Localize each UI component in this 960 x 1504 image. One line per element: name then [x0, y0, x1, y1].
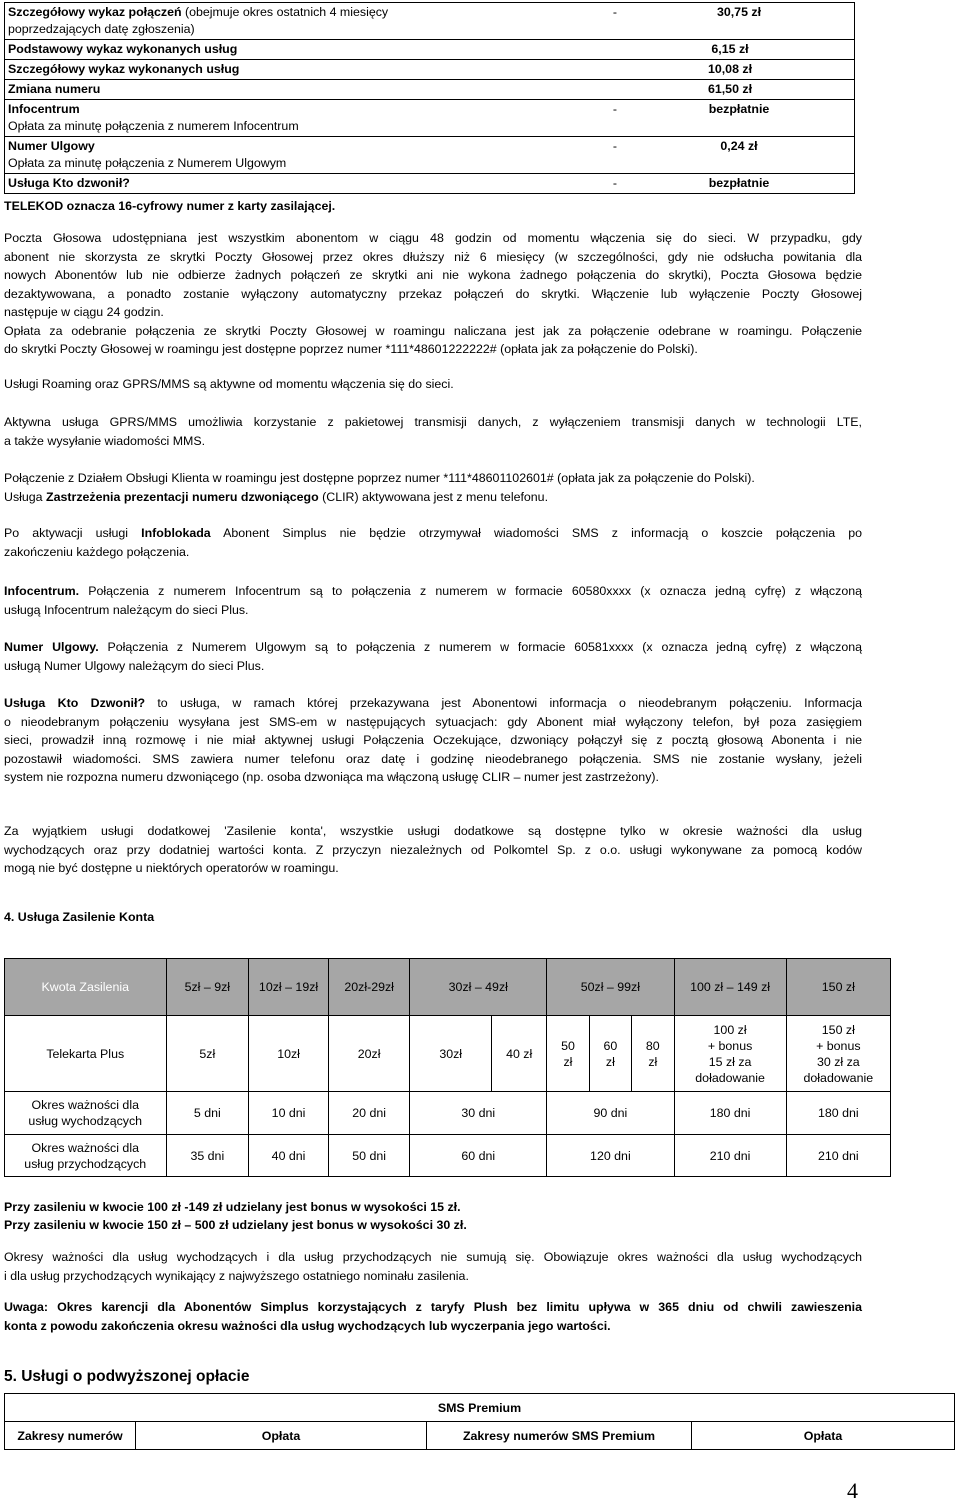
price-table-cell: [5, 3, 855, 40]
poczta-glosowa-paragraph: Poczta Głosowa udostępniana jest wszystkim abonentom w ciągu 48 godzin od momentu włączenia się do sieci. W przypadku, gdy abonent nie skorzysta ze skrytki Poczty Głosowej przez okres dłuższy niż 6 miesięcy (w szczególności, gdy nie odsłucha powitania dla nowych Abonentów lub nie odbierze żadnych połączeń ze skrytki ani nie wykona żadnego połączenia do skrytki), Poczta Głosowa będzie dezaktywowana, a ponadto zostanie wyłączony automatyczny przekaz połączeń do skrytki. Włączenie lub wyłączenie Poczty Głosowej następuje w ciągu 24 godzin. Opłata za odebranie połączenia ze skrytki Poczty Głosowej w roamingu naliczana jest jak za połączenie odebrane w roamingu. Połączenie do skrytki Poczty Głosowej w roamingu jest dostępne poprzez numer *111*48601222222# (opłata jak za połączenie do Polski).: [4, 231, 862, 356]
zasilenie-table: [4, 958, 891, 1177]
cell: 180 dni: [674, 1092, 786, 1135]
uwaga-paragraph: Uwaga: Okres karencji dla Abonentów Simplus korzystających z taryfy Plush bez limitu upływa w 365 dniu od chwili zawieszenia konta z powodu zakończenia okresu ważności dla usług wychodzących lub wyczerpania jego wartości.: [4, 1300, 862, 1333]
row-infocentrum: [8, 101, 854, 118]
page-number: 4: [847, 1478, 858, 1503]
section-4-heading: 4. Usługa Zasilenie Konta: [4, 910, 155, 924]
row-price: 0,24 zł: [720, 139, 758, 153]
row-label: Podstawowy wykaz wykonanych usług: [8, 42, 238, 56]
header-cell: Kwota Zasilenia: [5, 959, 167, 1016]
row-price: 61,50 zł: [707, 82, 753, 96]
sms-title-row: [5, 1394, 955, 1422]
cell: 60 dni: [410, 1135, 547, 1177]
sms-header-row: [5, 1422, 955, 1450]
row-szczegolowy-wykaz-polaczen: [8, 4, 854, 21]
row-label: Infocentrum: [8, 102, 80, 116]
row-zmiana-numeru: [8, 81, 854, 98]
cell: 80 zł: [632, 1016, 674, 1092]
infocentrum-paragraph: Infocentrum. Połączenia z numerem Infocentrum są to połączenia z numerem w formacie 60580xxxx (x oznacza jedną cyfrę) z włączoną usługą Infocentrum należącym do sieci Plus.: [4, 584, 862, 617]
row-price: 10,08 zł: [707, 62, 753, 76]
cell: 210 dni: [786, 1135, 890, 1177]
header-cell: Zakresy numerów: [5, 1422, 136, 1450]
header-cell: 20zł-29zł: [328, 959, 409, 1016]
zasilenie-header-row: [5, 959, 891, 1016]
row-dash: -: [612, 176, 618, 190]
infoblokada-paragraph: Po aktywacji usługi Infoblokada Abonent Simplus nie będzie otrzymywał wiadomości SMS z informacją o koszcie połączenia po zakończeniu każdego połączenia.: [4, 526, 862, 559]
row-label-line2: poprzedzających datę zgłoszenia): [8, 22, 195, 36]
header-cell: Zakresy numerów SMS Premium: [427, 1422, 692, 1450]
dzial-obslugi-paragraph: Połączenie z Działem Obsługi Klienta w roamingu jest dostępne poprzez numer *111*48601102601# (opłata jak za połączenie do Polski). Usługa Zastrzeżenia prezentacji numeru dzwoniącego (CLIR) aktywowana jest z menu telefonu.: [4, 471, 755, 504]
cell: 5zł: [166, 1016, 249, 1092]
section-5-heading: 5. Usługi o podwyższonej opłacie: [4, 1368, 250, 1385]
cell: 100 zł + bonus 15 zł za doładowanie: [674, 1016, 786, 1092]
row-label: Usługa Kto dzwonił?: [8, 176, 130, 190]
cell: 35 dni: [166, 1135, 249, 1177]
cell: 30 dni: [410, 1092, 547, 1135]
row-sublabel: Opłata za minutę połączenia z Numerem Ulgowym: [8, 156, 287, 170]
header-cell: Opłata: [136, 1422, 427, 1450]
header-cell: 150 zł: [786, 959, 890, 1016]
row-kto-dzwonil: [8, 175, 854, 192]
row-label: Okres ważności dla usług przychodzących: [5, 1135, 167, 1177]
cell: 150 zł + bonus 30 zł za doładowanie: [786, 1016, 890, 1092]
row-dash: -: [612, 5, 618, 19]
row-label-rest: (obejmuje okres ostatnich 4 miesięcy: [181, 5, 389, 19]
cell: 120 dni: [547, 1135, 674, 1177]
row-price: 6,15 zł: [711, 42, 749, 56]
cell: 210 dni: [674, 1135, 786, 1177]
cell: 20 dni: [328, 1092, 409, 1135]
row-label: Szczegółowy wykaz połączeń: [8, 5, 182, 19]
row-dash: -: [612, 139, 618, 153]
header-cell: Opłata: [692, 1422, 955, 1450]
bonus-note-1: Przy zasileniu w kwocie 100 zł -149 zł udzielany jest bonus w wysokości 15 zł.: [4, 1200, 461, 1214]
kto-dzwonil-paragraph: Usługa Kto Dzwonił? to usługa, w ramach której przekazywana jest Abonentowi informacja o nieodebranym połączeniu. Informacja o nieodebranym połączeniu wysyłana jest SMS-em w następujących sytuacjach: gdy Abonent miał wyłączony telefon, był poza zasięgiem sieci, prowadził inną rozmowę i nie miał aktywnej usługi Połączenia Oczekujące, dzwoniący połączył się z pocztą głosową Abonenta i nie pozostawił wiadomości. SMS zawiera numer telefonu oraz datę i godzinę nieodebranego połączenia. SMS nie zostanie wysłany, jeżeli system nie rozpozna numeru dzwoniącego (np. osoba dzwoniąca ma włączoną usługę CLIR – numer jest zastrzeżony).: [4, 696, 862, 784]
cell: 180 dni: [786, 1092, 890, 1135]
row-label: Numer Ulgowy: [8, 139, 95, 153]
header-cell: 5zł – 9zł: [166, 959, 249, 1016]
wyjatek-paragraph: Za wyjątkiem usługi dodatkowej 'Zasilenie konta', wszystkie usługi dodatkowe są dostępne tylko w okresie ważności dla usług wychodzących oraz przy dodatniej wartości konta. Z przyczyn niezależnych od Polkomtel Sp. z o.o. usługi wykonywane za pomocą kodów mogą nie być dostępne u niektórych operatorów w roamingu.: [4, 824, 862, 875]
cell: 10 dni: [249, 1092, 329, 1135]
cell: 40 zł: [492, 1016, 547, 1092]
header-cell: 30zł – 49zł: [410, 959, 547, 1016]
telekod-note: TELEKOD oznacza 16-cyfrowy numer z karty zasilającej.: [4, 199, 336, 213]
okresy-paragraph: Okresy ważności dla usług wychodzących i dla usług przychodzących nie sumują się. Obowiązuje okres ważności dla usług wychodzących i dla usług przychodzących wynikający z najwyższego ostatniego nominału zasilenia.: [4, 1250, 862, 1283]
row-numer-ulgowy: [8, 138, 854, 155]
cell: 50 zł: [547, 1016, 589, 1092]
row-podstawowy-wykaz: [8, 41, 854, 58]
row-szczegolowy-wykaz: [8, 61, 854, 78]
sms-premium-title: SMS Premium: [5, 1394, 955, 1422]
gprs-paragraph: Aktywna usługa GPRS/MMS umożliwia korzystanie z pakietowej transmisji danych, z wyłączeniem transmisji danych w technologii LTE, a także wysyłanie wiadomości MMS.: [4, 415, 862, 448]
cell: 5 dni: [166, 1092, 249, 1135]
row-sublabel: Opłata za minutę połączenia z numerem Infocentrum: [8, 119, 299, 133]
row-label: Telekarta Plus: [5, 1016, 167, 1092]
cell: 90 dni: [547, 1092, 674, 1135]
header-cell: 10zł – 19zł: [249, 959, 329, 1016]
cell: 60 zł: [589, 1016, 631, 1092]
header-cell: 100 zł – 149 zł: [674, 959, 786, 1016]
cell: 20zł: [328, 1016, 409, 1092]
cell: 40 dni: [249, 1135, 329, 1177]
row-price: 30,75 zł: [716, 5, 762, 19]
row-label: Zmiana numeru: [8, 82, 101, 96]
bonus-note-2: Przy zasileniu w kwocie 150 zł – 500 zł udzielany jest bonus w wysokości 30 zł.: [4, 1218, 467, 1232]
cell: 30zł: [410, 1016, 492, 1092]
numer-ulgowy-paragraph: Numer Ulgowy. Połączenia z Numerem Ulgowym są to połączenia z numerem w formacie 60581xxxx (x oznacza jedną cyfrę) z włączoną usługą Numer Ulgowy należącym do sieci Plus.: [4, 640, 862, 673]
cell: 50 dni: [328, 1135, 409, 1177]
okres-przychodzace-row: [5, 1135, 891, 1177]
cell: 10zł: [249, 1016, 329, 1092]
row-price: bezpłatnie: [708, 176, 770, 190]
telekarta-row: [5, 1016, 891, 1092]
row-price: bezpłatnie: [708, 102, 770, 116]
price-table: [4, 2, 855, 194]
okres-wychodzace-row: [5, 1092, 891, 1135]
row-label: Szczegółowy wykaz wykonanych usług: [8, 62, 240, 76]
sms-premium-table: [4, 1393, 955, 1450]
row-dash: -: [612, 102, 618, 116]
header-cell: 50zł – 99zł: [547, 959, 674, 1016]
row-label: Okres ważności dla usług wychodzących: [5, 1092, 167, 1135]
roaming-paragraph: Usługi Roaming oraz GPRS/MMS są aktywne od momentu włączenia się do sieci.: [4, 377, 454, 391]
